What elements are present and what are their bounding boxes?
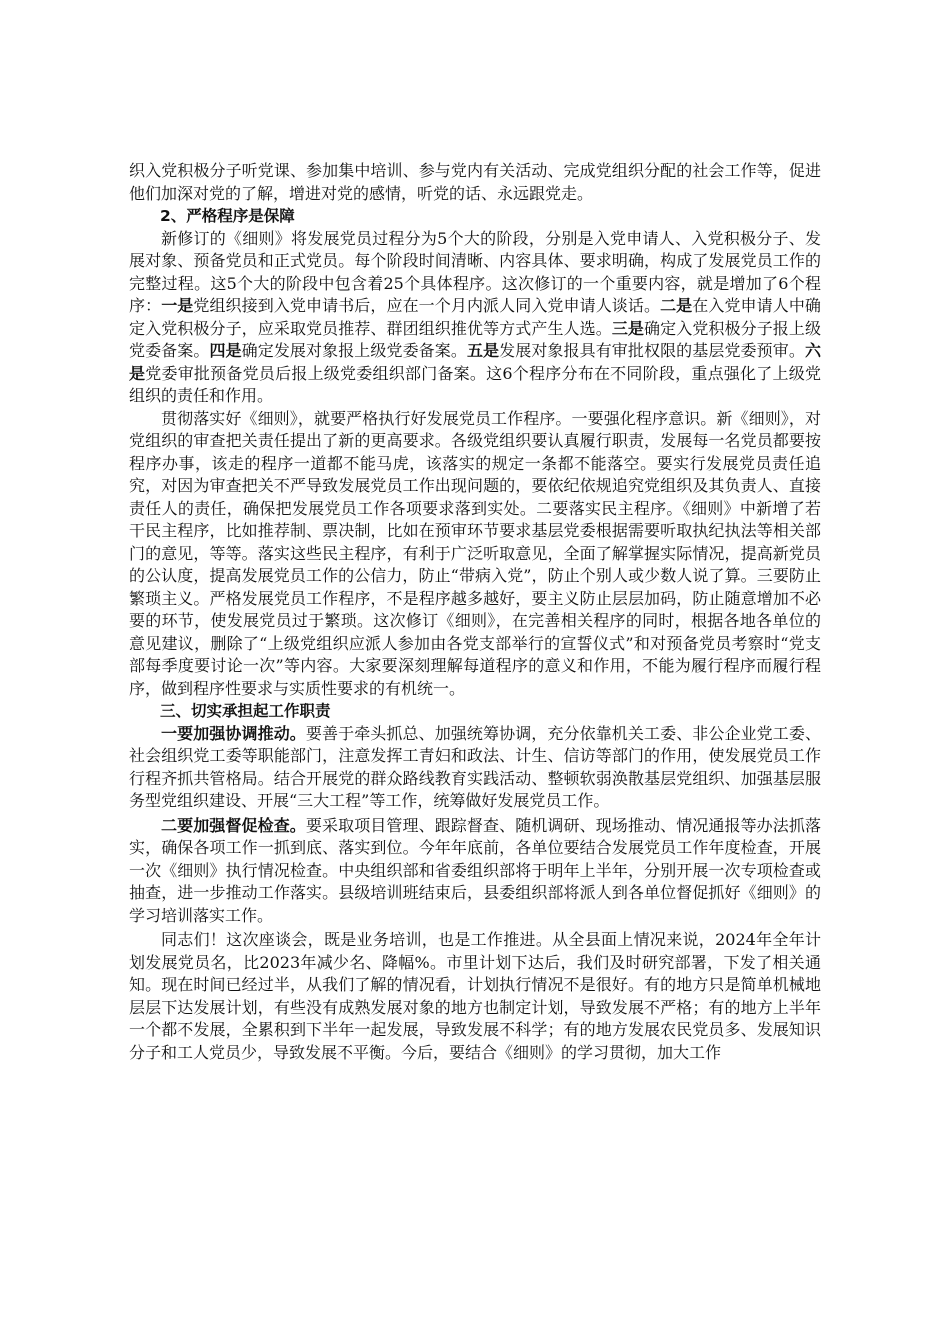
program-paragraph (129, 228, 821, 408)
point-3-text: 确定入党积极分子报上级党委备案。 (129, 318, 821, 360)
section-heading-program: 2、严格程序是保障 (160, 207, 295, 225)
point-5-label: 五是 (466, 341, 500, 360)
section-heading-duty: 三、切实承担起工作职责 (160, 702, 331, 720)
point-2-text: 在入党申请人中确定入党积极分子，应采取党员推荐、群团组织推优等方式产生人选。 (129, 296, 821, 338)
point-4-label: 四是 (209, 341, 242, 360)
point-6-label: 六是 (129, 341, 821, 383)
intro-paragraph: 织入党积极分子听党课、参加集中培训、参与党内有关活动、完成党组织分配的社会工作等，促进他们加深对党的了解，增进对党的感情，听党的话、永远跟党走。 (129, 161, 821, 203)
supervision-lead: 二要加强督促检查。 (161, 815, 306, 835)
implement-paragraph: 贯彻落实好《细则》，就要严格执行好发展党员工作程序。一要强化程序意识。新《细则》，对党组织的审查把关责任提出了新的更高要求。各级党组织要认真履行职责，发展每一名党员都要按程序办事，该走的程序一道都不能马虎，该落实的规定一条都不能落空。要实行发展党员责任追究，对因为审查把关不严导致发展党员工作出现问题的，要依纪依规追究党组织及其负责人、直接责任人的责任，确保把发展党员工作各项要求落到实处。二要落实民主程序。《细则》中新增了若干民主程序，比如推荐制、票决制，比如在预审环节要求基层党委根据需要听取执纪执法等相关部门的意见，等等。落实这些民主程序，有利于广泛听取意见，全面了解掌握实际情况，提高新党员的公认度，提高发展党员工作的公信力，防止“带病入党”，防止个别人或少数人说了算。三要防止繁琐主义。严格发展党员工作程序，不是程序越多越好，要主义防止层层加码，防止随意增加不必要的环节，使发展党员过于繁琐。这次修订《细则》，在完善相关程序的同时，根据各地各单位的意见建议，删除了“上级党组织应派人参加由各党支部举行的宣誓仪式”和对预备党员考察时“党支部每季度要讨论一次”等内容。大家要深刻理解每道程序的意义和作用，不能为履行程序而履行程序，做到程序性要求与实质性要求的有机统一。 (129, 408, 821, 698)
document-body (129, 160, 821, 1064)
point-5-text: 发展对象报具有审批权限的基层党委预审。 (499, 341, 805, 360)
point-6-text: 党委审批预备党员后报上级党委组织部门备案。这6个程序分布在不同阶段，重点强化了上级党组织的责任和作用。 (129, 363, 821, 405)
point-1-text: 党组织接到入党申请书后，应在一个月内派人同入党申请人谈话。 (193, 296, 661, 315)
coordination-text: 要善于牵头抓总、加强统筹协调，充分依靠机关工委、非公企业党工委、社会组织党工委等职能部门，注意发挥工青妇和政法、计生、信访等部门的作用，使发展党员工作行程齐抓共管格局。结合开展党的群众路线教育实践活动、整顿软弱涣散基层党组织、加强基层服务型党组织建设、开展“三大工程”等工作，统筹做好发展党员工作。 (129, 723, 821, 810)
point-3-label: 三是 (611, 318, 645, 338)
coordination-lead: 一要加强协调推动。 (161, 723, 306, 743)
supervision-paragraph (129, 815, 821, 928)
coordination-paragraph (129, 723, 821, 813)
point-2-label: 二是 (660, 296, 693, 315)
point-1-label: 一是 (161, 296, 194, 315)
supervision-text: 要采取项目管理、跟踪督查、随机调研、现场推动、情况通报等办法抓落实，确保各项工作一抓到底、落实到位。今年年底前，各单位要结合发展党员工作年度检查，开展一次《细则》执行情况检查。中央组织部和省委组织部将于明年上半年，分别开展一次专项检查或抽查，进一步推动工作落实。县级培训班结束后，县委组织部将派人到各单位督促抓好《细则》的学习培训落实工作。 (129, 815, 821, 925)
comrades-paragraph: 同志们！这次座谈会，既是业务培训，也是工作推进。从全县面上情况来说，2024年全年计划发展党员名，比2023年减少名、降幅%。市里计划下达后，我们及时研究部署，下发了相关通知。现在时间已经过半，从我们了解的情况看，计划执行情况不是很好。有的地方只是简单机械地层层下达发展计划，有些没有成熟发展对象的地方也制定计划，导致发展不严格；有的地方上半年一个都不发展，全累积到下半年一起发展，导致发展不科学；有的地方发展农民党员多、发展知识分子和工人党员少，导致发展不平衡。今后，要结合《细则》的学习贯彻，加大工作 (129, 930, 821, 1062)
point-4-text: 确定发展对象报上级党委备案。 (241, 341, 467, 360)
program-text-a: 新修订的《细则》将发展党员过程分为5个大的阶段，分别是入党申请人、入党积极分子、发展对象、预备党员和正式党员。每个阶段时间清晰、内容具体、要求明确，构成了发展党员工作的完整过程。这5个大的阶段中包含着25个具体程序。这次修订的一个重要内容，就是增加了6个程序： (129, 228, 821, 315)
